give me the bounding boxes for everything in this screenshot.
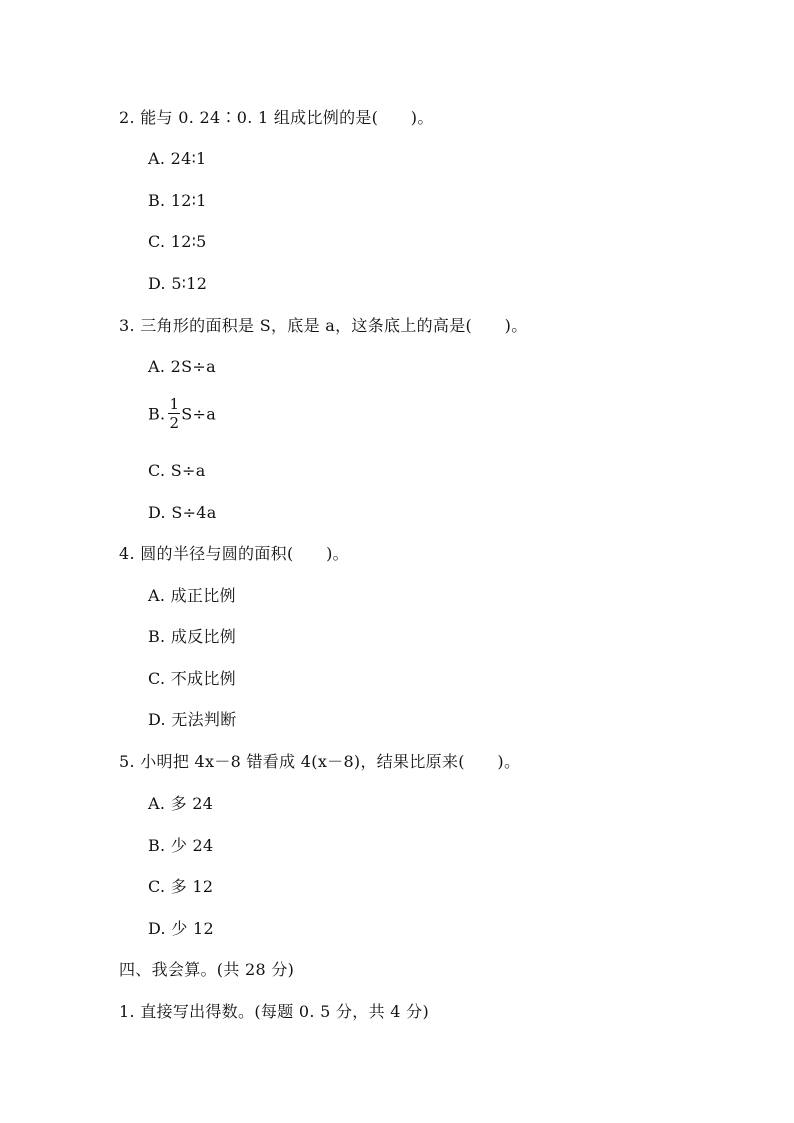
question-2-option-c: C. 12∶5 xyxy=(148,232,207,251)
question-4-stem: 4. 圆的半径与圆的面积( )。 xyxy=(119,544,349,563)
question-4-option-a: A. 成正比例 xyxy=(148,586,236,605)
question-3-option-b-label: B. xyxy=(148,404,166,424)
question-3-option-d: D. S÷4a xyxy=(148,503,217,522)
question-2-option-d: D. 5∶12 xyxy=(148,274,208,293)
question-5-option-b: B. 少 24 xyxy=(148,836,214,855)
question-2-stem: 2. 能与 0. 24∶0. 1 组成比例的是( )。 xyxy=(119,108,434,127)
question-3-option-b xyxy=(148,397,216,431)
question-3-option-b-expression: S÷a xyxy=(181,404,217,424)
question-5-option-a: A. 多 24 xyxy=(148,794,214,813)
fraction-numerator: 1 xyxy=(169,395,180,413)
question-4-option-d: D. 无法判断 xyxy=(148,710,237,729)
question-4-option-c: C. 不成比例 xyxy=(148,669,236,688)
question-4-option-b: B. 成反比例 xyxy=(148,627,237,646)
question-5-option-d: D. 少 12 xyxy=(148,919,214,938)
section-4-subquestion-1: 1. 直接写出得数。(每题 0. 5 分，共 4 分) xyxy=(119,1002,429,1021)
fraction-one-half xyxy=(168,397,180,431)
question-5-stem: 5. 小明把 4x－8 错看成 4(x－8)，结果比原来( )。 xyxy=(119,752,521,771)
section-4-heading: 四、我会算。(共 28 分) xyxy=(119,960,295,979)
question-3-option-c: C. S÷a xyxy=(148,461,206,480)
question-3-stem: 3. 三角形的面积是 S，底是 a，这条底上的高是( )。 xyxy=(119,316,528,335)
question-2-option-a: A. 24∶1 xyxy=(148,149,207,168)
question-2-option-b: B. 12∶1 xyxy=(148,191,207,210)
question-3-option-a: A. 2S÷a xyxy=(148,357,216,376)
fraction-denominator: 2 xyxy=(169,414,180,432)
question-5-option-c: C. 多 12 xyxy=(148,877,214,896)
